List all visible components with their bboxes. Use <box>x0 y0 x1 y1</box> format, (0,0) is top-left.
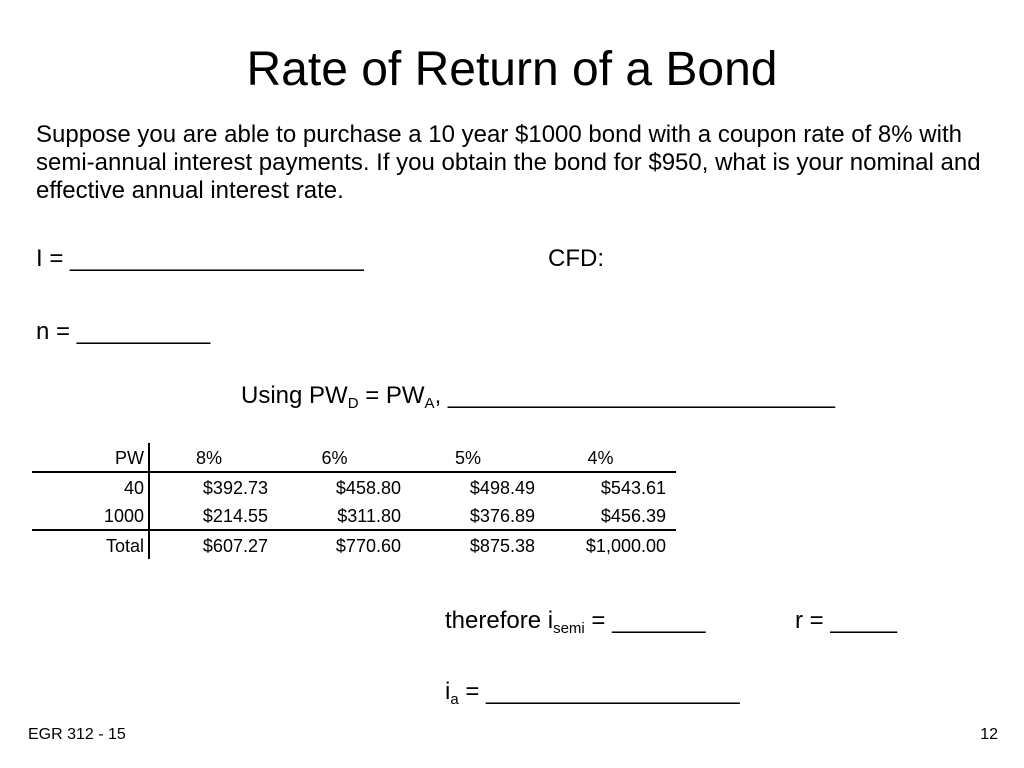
table-header-cell: 6% <box>268 443 401 472</box>
table-cell: $456.39 <box>535 501 676 530</box>
n-blank-line: n = __________ <box>36 318 211 345</box>
slide-title: Rate of Return of a Bond <box>246 43 778 96</box>
ia-sub: a <box>450 691 459 708</box>
table-cell: $875.38 <box>469 535 535 556</box>
isemi-line <box>445 607 706 635</box>
table-cell: $458.80 <box>335 477 401 498</box>
table-cell: 1000 <box>32 501 149 530</box>
table-cell: $770.60 <box>335 535 401 556</box>
isemi-sub: semi <box>553 620 585 637</box>
table-header-cell: PW <box>32 443 149 472</box>
table-cell: 40 <box>32 472 149 501</box>
pw-sub-a: A <box>424 395 435 412</box>
table-header-cell: 5% <box>401 443 535 472</box>
footer-page-number: 12 <box>980 726 998 743</box>
table-row <box>32 530 676 559</box>
cfd-label: CFD: <box>548 245 604 272</box>
ia-prefix: i <box>445 678 451 705</box>
pw-sub-d: D <box>347 395 359 412</box>
i-blank-line: I = ______________________ <box>36 245 364 272</box>
ia-line <box>445 678 740 706</box>
footer-course: EGR 312 - 15 <box>28 726 126 743</box>
table-cell: $543.61 <box>600 477 666 498</box>
table-header-cell: 8% <box>149 443 268 472</box>
table-cell: $607.27 <box>202 535 268 556</box>
table-row <box>32 501 676 530</box>
table-cell: $376.89 <box>401 501 535 530</box>
table-row <box>32 472 676 501</box>
table-cell: $214.55 <box>149 501 268 530</box>
pw-equation-blank: , _____________________________ <box>434 382 835 409</box>
problem-statement: Suppose you are able to purchase a 10 year $1000 bond with a coupon rate of 8% with semi-annual interest payments. If you obtain the bond for $950, what is your nominal and effective annual interest rate. <box>36 121 981 204</box>
table-cell: $498.49 <box>469 477 535 498</box>
isemi-blank: = _______ <box>584 607 706 634</box>
ia-blank: = ___________________ <box>458 678 740 705</box>
table-header-row <box>32 443 676 472</box>
table-cell: $311.80 <box>268 501 401 530</box>
table-cell: $1,000.00 <box>585 535 666 556</box>
table-cell: Total <box>32 530 149 559</box>
pw-equation-prefix: Using PW <box>241 382 348 409</box>
pw-table <box>32 443 676 559</box>
table-cell: $392.73 <box>202 477 268 498</box>
pw-equation-eq: = PW <box>358 382 425 409</box>
table-header-cell: 4% <box>535 443 676 472</box>
pw-equation-line <box>241 382 835 410</box>
r-blank-line: r = _____ <box>795 607 898 634</box>
isemi-prefix: therefore i <box>445 607 554 634</box>
